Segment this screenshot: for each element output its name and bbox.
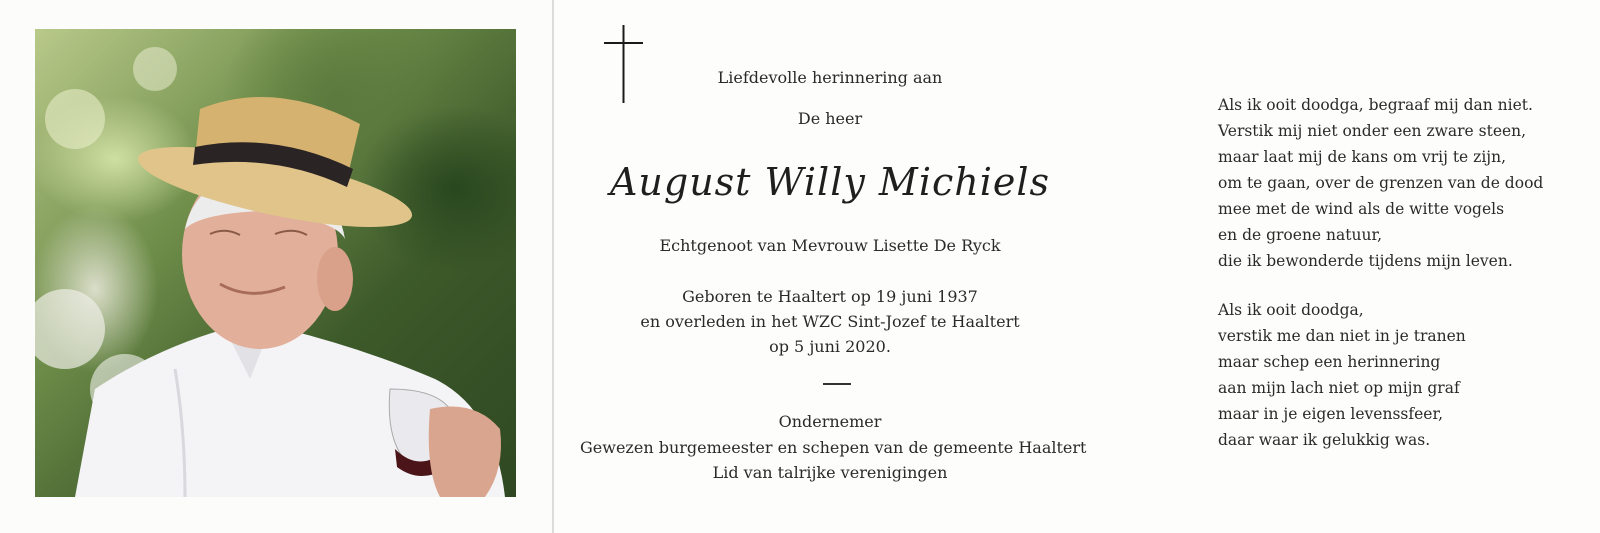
- header-text: Liefdevolle herinnering aan: [717, 68, 943, 87]
- deceased-name: August Willy Michiels: [609, 160, 1051, 204]
- poem-line: maar in je eigen levenssfeer,: [1218, 405, 1444, 423]
- poem-stanza-2: [1218, 297, 1466, 453]
- poem-line: en de groene natuur,: [1218, 226, 1383, 244]
- death-line-2: op 5 juni 2020.: [769, 337, 891, 356]
- role-line-3: Lid van talrijke verenigingen: [712, 463, 948, 482]
- poem-line: die ik bewonderde tijdens mijn leven.: [1218, 252, 1513, 270]
- portrait-illustration: [35, 29, 516, 497]
- poem-line: om te gaan, over de grenzen van de dood: [1218, 174, 1544, 192]
- portrait-photo: [35, 29, 516, 497]
- poem-line: maar schep een herinnering: [1218, 353, 1441, 371]
- divider: [823, 383, 851, 385]
- poem-line: Verstik mij niet onder een zware steen,: [1218, 122, 1527, 140]
- birth-line: Geboren te Haaltert op 19 juni 1937: [682, 287, 978, 306]
- poem-line: aan mijn lach niet op mijn graf: [1218, 379, 1460, 397]
- poem-stanza-1: [1218, 92, 1543, 274]
- card-fold: [552, 0, 554, 533]
- poem-line: verstik me dan niet in je tranen: [1218, 327, 1466, 345]
- spouse-line: Echtgenoot van Mevrouw Lisette De Ryck: [659, 236, 1001, 255]
- role-line-1: Ondernemer: [778, 412, 882, 431]
- poem-line: Als ik ooit doodga, begraaf mij dan niet.: [1218, 96, 1533, 114]
- poem-line: daar waar ik gelukkig was.: [1218, 431, 1431, 449]
- role-line-2: Gewezen burgemeester en schepen van de gemeente Haaltert: [580, 438, 1087, 457]
- death-line-1: en overleden in het WZC Sint-Jozef te Haaltert: [640, 312, 1020, 331]
- latin-cross-icon: [604, 25, 644, 105]
- title-prefix: De heer: [797, 109, 863, 128]
- poem-line: mee met de wind als de witte vogels: [1218, 200, 1505, 218]
- poem-line: Als ik ooit doodga,: [1218, 301, 1364, 319]
- poem-line: maar laat mij de kans om vrij te zijn,: [1218, 148, 1506, 166]
